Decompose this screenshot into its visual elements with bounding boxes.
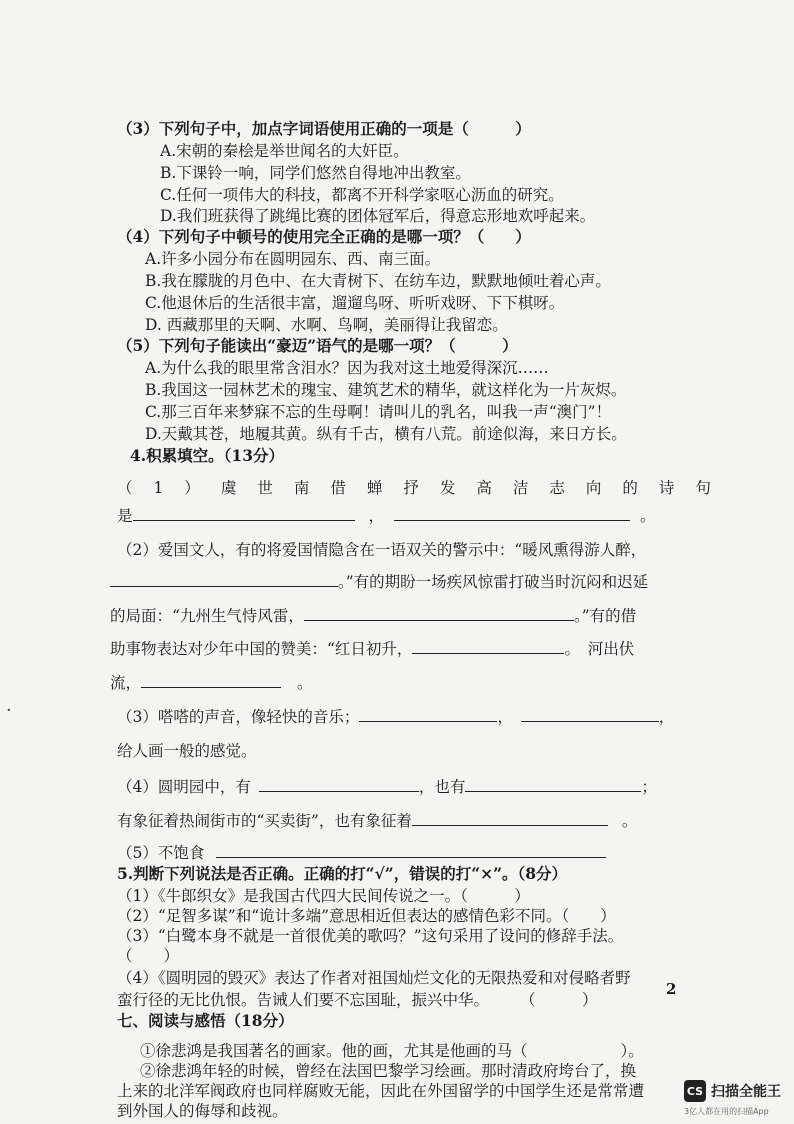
s4-item3-line1: （3）嗒嗒的声音，像轻快的音乐； ， ，	[117, 708, 675, 726]
s5-item1: （1）《牛郎织女》是我国古代四大民间传说之一。（ ）	[117, 887, 530, 905]
scan-speck: ·	[6, 700, 12, 721]
s5-item4-line2: 蛮行径的无比仇恨。告诫人们要不忘国耻，振兴中华。 （ ）	[117, 991, 598, 1009]
s4-item2-line3: 的局面：“九州生气恃风雷， 。”有的借	[110, 607, 637, 625]
answer-blank[interactable]	[412, 811, 608, 826]
q5-option-a: A.为什么我的眼里常含泪水？因为我对这土地爱得深沉……	[145, 359, 549, 377]
s7-paragraph2-line1: ②徐悲鸿年轻的时候，曾经在法国巴黎学习绘画。那时清政府垮台了，换	[140, 1062, 637, 1080]
s4-item2-line5: 流， 。	[110, 674, 313, 692]
answer-blank[interactable]	[521, 707, 659, 722]
q4-option-d: D. 西藏那里的天啊、水啊、鸟啊，美丽得让我留恋。	[145, 316, 508, 334]
q4-option-c: C.他退休后的生活很丰富，遛遛鸟呀、听听戏呀、下下棋呀。	[145, 294, 565, 312]
answer-blank[interactable]	[304, 606, 574, 621]
answer-blank[interactable]	[394, 506, 630, 521]
answer-blank[interactable]	[259, 777, 419, 792]
q3-option-d: D.我们班获得了跳绳比赛的团体冠军后，得意忘形地欢呼起来。	[160, 207, 596, 225]
s4-item2-line4: 助事物表达对少年中国的赞美：“红日初升， 。 河出伏	[110, 640, 635, 658]
camscanner-logo-icon: CS	[684, 1080, 706, 1102]
answer-blank[interactable]	[141, 673, 281, 688]
answer-blank[interactable]	[133, 506, 355, 521]
s5-item3: （3）“白鹭本身不就是一首很优美的歌吗？”这句采用了设问的修辞手法。	[117, 927, 624, 945]
s7-paragraph1: ①徐悲鸿是我国著名的画家。他的画，尤其是他画的马（ ）。	[140, 1042, 644, 1060]
section5-title: 5.判断下列说法是否正确。正确的打“√”，错误的打“×”。（8分）	[117, 864, 568, 883]
watermark-name: 扫描全能王	[711, 1084, 781, 1100]
q4-option-b: B.我在朦胧的月色中、在大青树下、在纺车边，默默地倾吐着心声。	[145, 272, 611, 290]
section4-title: 4.积累填空。（13分）	[130, 446, 285, 465]
answer-blank[interactable]	[465, 777, 641, 792]
q5-stem: （5）下列句子能读出“豪迈”语气的是哪一项？（ ）	[117, 336, 518, 355]
s4-item5: （5）不饱食	[117, 843, 606, 863]
section7-title: 七、阅读与感悟（18分）	[117, 1011, 294, 1030]
q3-stem: （3）下列句子中，加点字词语使用正确的一项是（ ）	[117, 119, 531, 138]
q3-option-c: C.任何一项伟大的科技，都离不开科学家呕心沥血的研究。	[160, 186, 564, 204]
s7-paragraph2-line3: 到外国人的侮辱和歧视。	[117, 1102, 288, 1120]
answer-blank[interactable]	[412, 639, 564, 654]
q5-option-b: B.我国这一园林艺术的瑰宝、建筑艺术的精华，就这样化为一片灰烬。	[145, 381, 627, 399]
q4-stem: （4）下列句子中顿号的使用完全正确的是哪一项？（ ）	[117, 227, 531, 246]
s7-paragraph2-line2: 上来的北洋军阀政府也同样腐败无能，因此在外国留学的中国学生还是常常遭	[117, 1082, 645, 1100]
answer-blank[interactable]	[359, 707, 497, 722]
s5-item3-paren: （ ）	[117, 947, 180, 965]
s4-item1-line2: 是 ， 。	[117, 507, 656, 525]
s4-item4-line2: 有象征着热闹街市的“买卖街”，也有象征着 。	[117, 812, 638, 830]
s4-item2-line1: （2）爱国文人，有的将爱国情隐含在一语双关的警示中：“暖风熏得游人醉，	[117, 541, 647, 559]
page-number: 2	[666, 980, 677, 998]
answer-blank[interactable]	[110, 572, 338, 587]
s4-item3-line2: 给人画一般的感觉。	[117, 742, 257, 760]
q5-option-c: C.那三百年来梦寐不忘的生母啊！请叫儿的乳名，叫我一声“澳门”！	[145, 403, 612, 421]
q3-option-a: A.宋朝的秦桧是举世闻名的大奸臣。	[160, 142, 409, 160]
s4-item2-line2: 。”有的期盼一场疾风惊雷打破当时沉闷和迟延	[110, 572, 648, 592]
s4-item1-line1: （1）虞世南借蝉抒发高洁志向的诗句	[117, 479, 732, 497]
scanner-watermark	[684, 1080, 781, 1102]
s5-item2: （2）“足智多谋”和“诡计多端”意思相近但表达的感情色彩不同。（ ）	[117, 907, 616, 925]
s5-item4-line1: （4）《圆明园的毁灭》表达了作者对祖国灿烂文化的无限热爱和对侵略者野	[117, 969, 631, 987]
watermark-tagline: 3亿人都在用的扫描App	[684, 1107, 769, 1116]
q4-option-a: A.许多小园分布在圆明园东、西、南三面。	[145, 250, 441, 268]
s4-item4-line1: （4）圆明园中，有 ，也有 ；	[117, 778, 657, 796]
q3-option-b: B.下课铃一响，同学们悠然自得地冲出教室。	[160, 164, 471, 182]
q5-option-d: D.天戴其苍，地履其黄。纵有千古，横有八荒。前途似海，来日方长。	[145, 425, 627, 443]
answer-blank[interactable]	[216, 843, 606, 858]
